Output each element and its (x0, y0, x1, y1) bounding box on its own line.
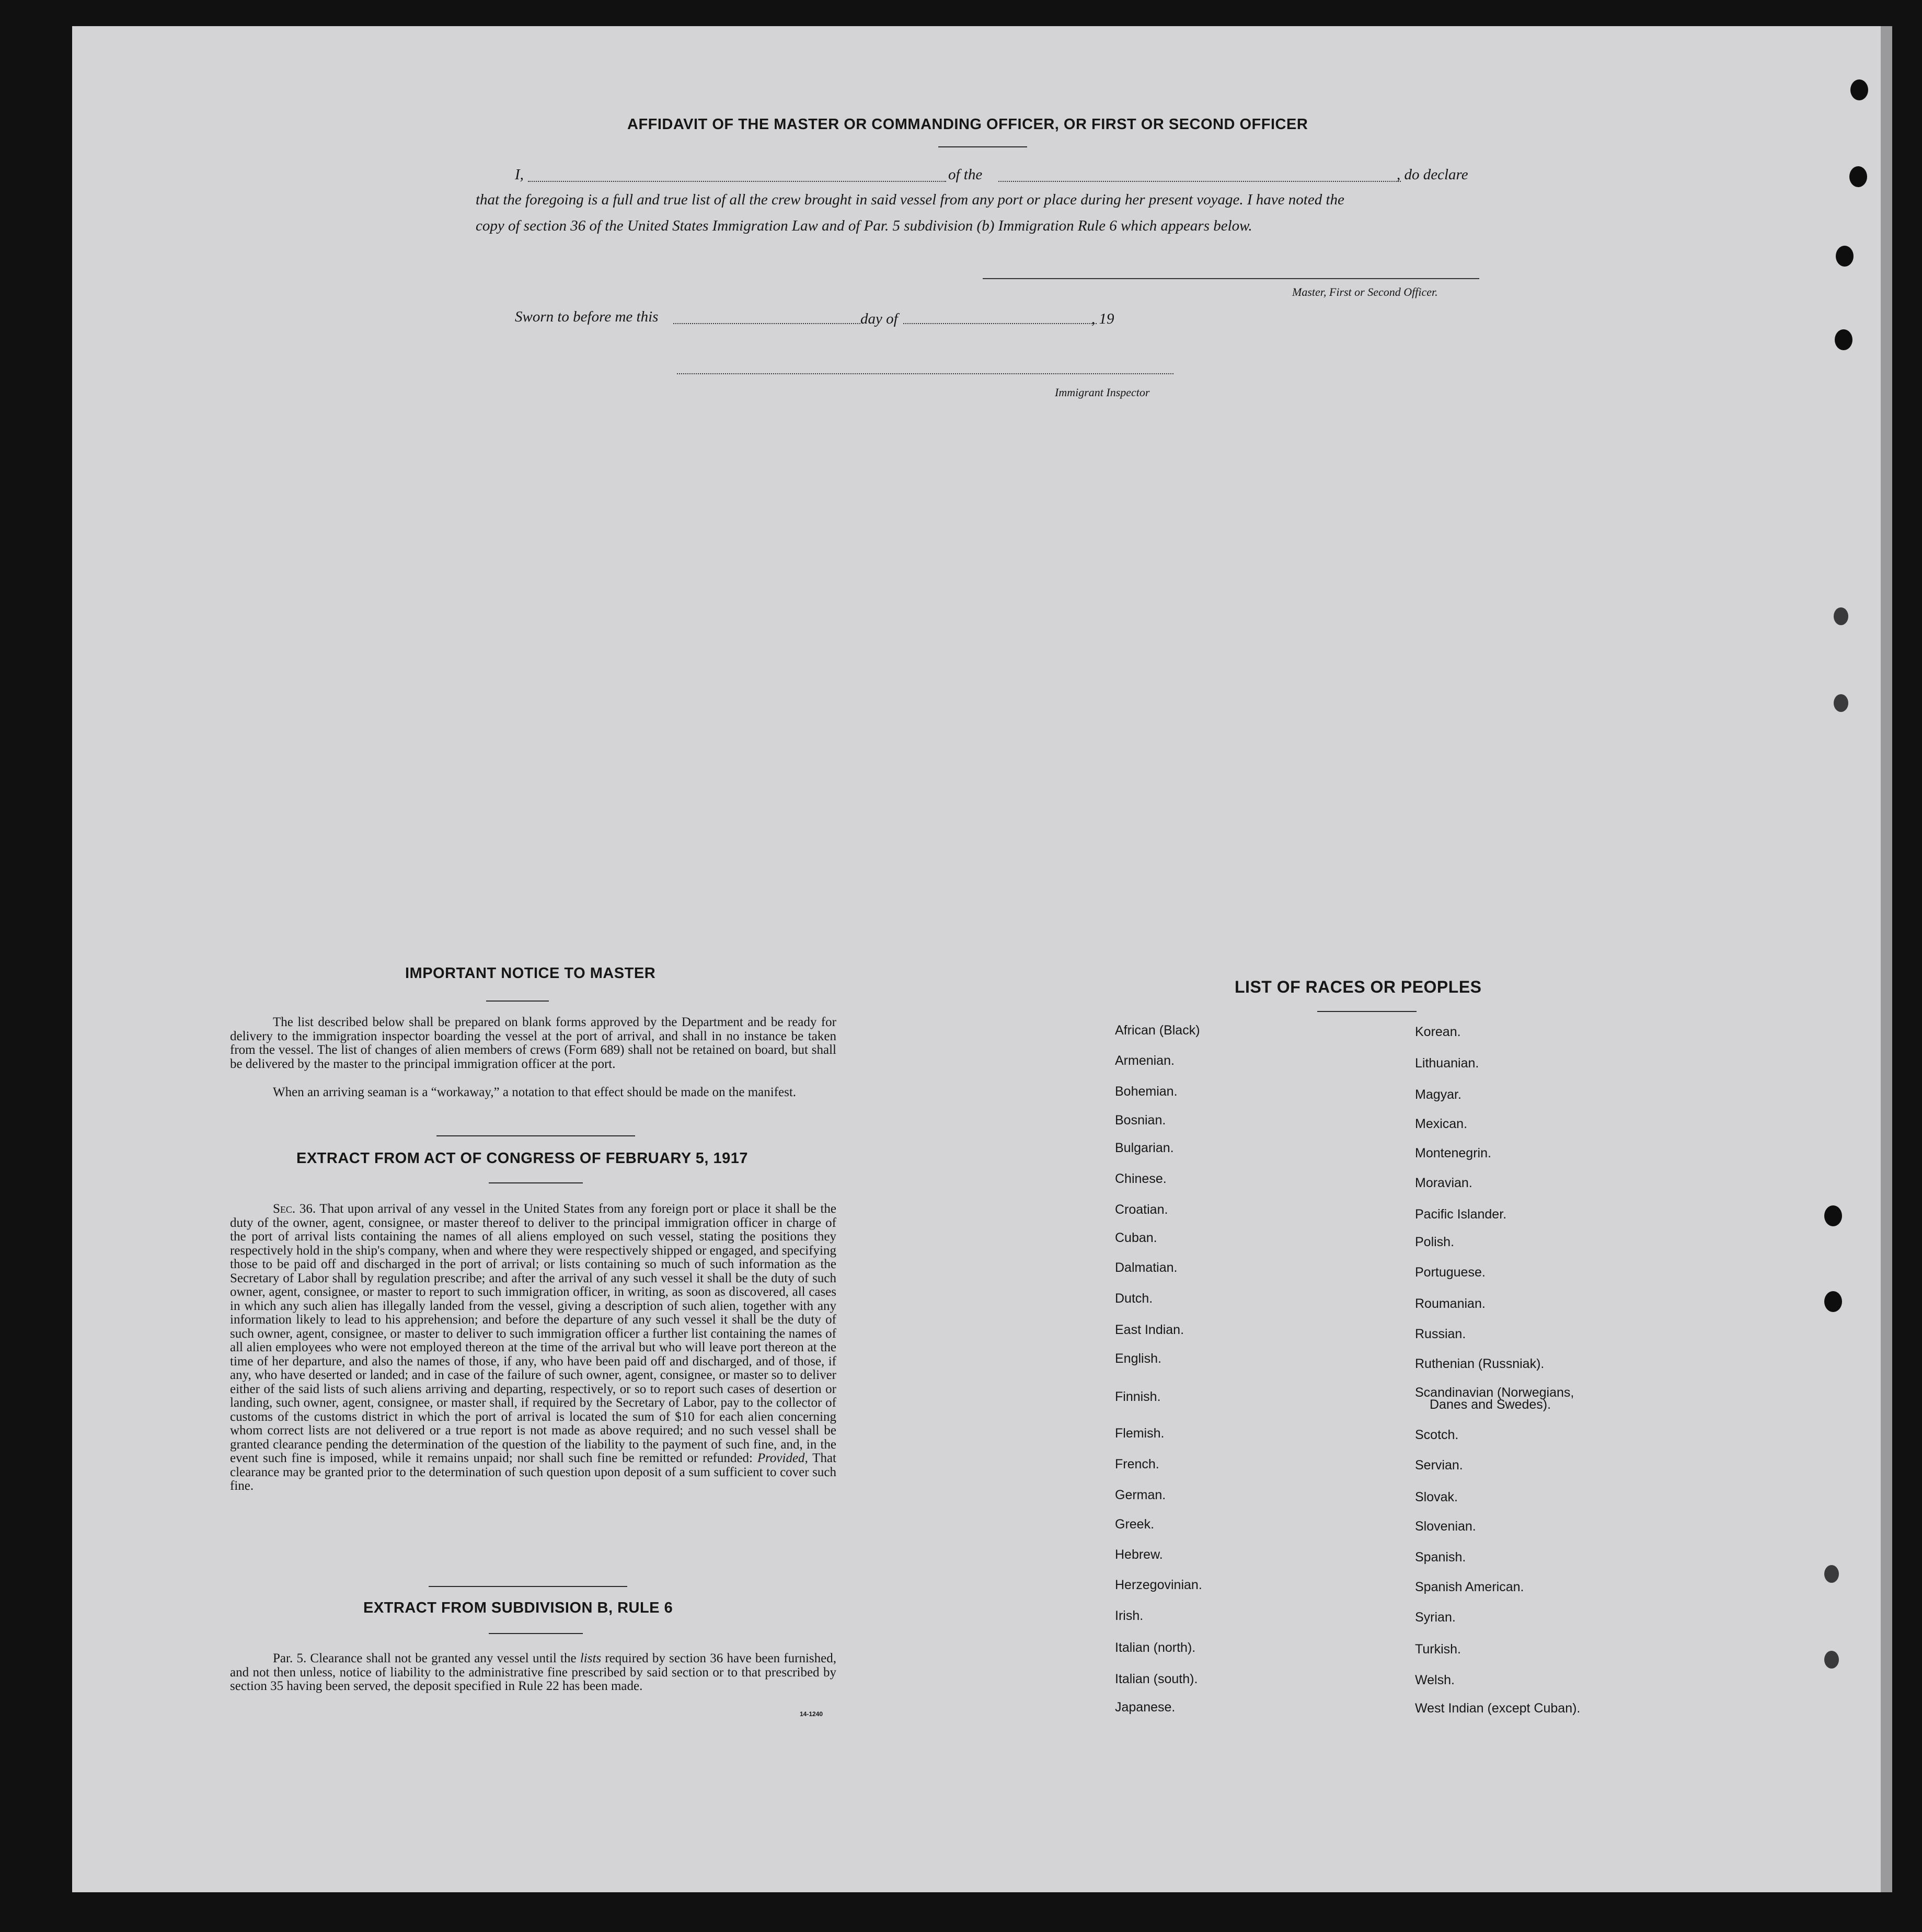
extract-rule-text (230, 1652, 836, 1694)
provided-keyword: Provided, (757, 1451, 808, 1465)
race-item: French. (1115, 1457, 1159, 1471)
binder-hole-icon (1824, 1291, 1842, 1312)
race-item: Dutch. (1115, 1291, 1153, 1306)
section-divider (436, 1135, 635, 1136)
race-item: Syrian. (1415, 1610, 1456, 1625)
binder-hole-icon (1834, 694, 1848, 712)
sworn-month-field[interactable] (903, 323, 1097, 324)
extract-rule-title: EXTRACT FROM SUBDIVISION B, RULE 6 (363, 1600, 673, 1616)
race-item: Italian (south). (1115, 1672, 1198, 1686)
binder-hole-icon (1824, 1205, 1842, 1226)
race-item: Finnish. (1115, 1389, 1161, 1404)
inspector-label: Immigrant Inspector (1055, 386, 1150, 399)
race-item: Russian. (1415, 1327, 1466, 1341)
race-item: Bohemian. (1115, 1084, 1178, 1099)
sworn-day-field[interactable] (673, 323, 860, 324)
race-item-continuation: Danes and Swedes). (1430, 1397, 1551, 1412)
race-item: Bulgarian. (1115, 1141, 1174, 1155)
race-item: Hebrew. (1115, 1547, 1163, 1562)
section-36-text-end: That clearance may be granted prior to the determination of such question upon deposit of a sum sufficient to cover such fine. (230, 1451, 836, 1493)
form-sheet (72, 26, 1881, 1892)
vessel-name-field[interactable] (998, 181, 1401, 182)
sheet-edge (1881, 26, 1892, 1892)
do-declare-label: , do declare (1397, 166, 1468, 183)
year-label: , 19 (1091, 310, 1114, 327)
race-item: Pacific Islander. (1415, 1207, 1507, 1222)
race-item: Flemish. (1115, 1426, 1165, 1441)
day-of-label: day of (860, 310, 898, 327)
race-item: Armenian. (1115, 1053, 1175, 1068)
race-item: Slovak. (1415, 1490, 1458, 1504)
races-title: LIST OF RACES OR PEOPLES (1235, 978, 1482, 996)
section-divider (429, 1586, 627, 1587)
race-item: Mexican. (1415, 1117, 1468, 1131)
race-item: Spanish American. (1415, 1580, 1524, 1594)
binder-hole-icon (1824, 1565, 1839, 1583)
extract-rule-divider (489, 1633, 583, 1634)
inspector-signature-field[interactable] (677, 373, 1173, 374)
race-item: Bosnian. (1115, 1113, 1166, 1128)
binder-hole-icon (1850, 79, 1868, 100)
race-item: Chinese. (1115, 1171, 1167, 1186)
race-item: Irish. (1115, 1608, 1144, 1623)
master-signature-field[interactable] (983, 278, 1479, 279)
race-item: Lithuanian. (1415, 1056, 1479, 1071)
races-divider (1317, 1011, 1417, 1012)
race-item: West Indian (except Cuban). (1415, 1701, 1581, 1716)
binder-hole-icon (1836, 246, 1854, 267)
race-item: Dalmatian. (1115, 1260, 1178, 1275)
form-number: 14-1240 (800, 1710, 823, 1718)
of-the-label: of the (948, 166, 983, 183)
race-item: Ruthenian (Russniak). (1415, 1356, 1545, 1371)
affidavit-title: AFFIDAVIT OF THE MASTER OR COMMANDING OFFICER, OR FIRST OR SECOND OFFICER (627, 116, 1308, 133)
rule-text-b: required by section 36 have been furnished, and not then unless, notice of liability to the administrative fine prescribed by said section or to that prescribed by section 35 having been served, the deposit specified in Rule 22 has been made. (230, 1651, 837, 1693)
extract-act-text (230, 1202, 836, 1493)
notice-paragraph-1: The list described below shall be prepared on blank forms approved by the Department and be ready for delivery to the immigration inspector boarding the vessel at the port of arrival, and shall in no instance be taken from the vessel. The list of changes of alien members of crews (Form 689) shall not be retained on board, but shall be delivered by the master to the principal immigration officer at the port. (230, 1015, 836, 1071)
rule-text-a: Par. 5. Clearance shall not be granted any vessel until the (273, 1651, 577, 1665)
binder-hole-icon (1834, 607, 1848, 625)
notice-title: IMPORTANT NOTICE TO MASTER (405, 965, 656, 982)
race-item: Scandinavian (Norwegians, (1415, 1385, 1574, 1400)
race-item: East Indian. (1115, 1322, 1184, 1337)
extract-act-divider (489, 1182, 583, 1183)
race-item: Korean. (1415, 1025, 1461, 1039)
race-item: Japanese. (1115, 1700, 1176, 1715)
extract-act-title: EXTRACT FROM ACT OF CONGRESS OF FEBRUARY 5, 1917 (296, 1150, 749, 1167)
race-item: African (Black) (1115, 1023, 1200, 1038)
race-item: Moravian. (1415, 1176, 1472, 1190)
race-item: Polish. (1415, 1235, 1455, 1249)
race-item: Portuguese. (1415, 1265, 1486, 1280)
race-item: Scotch. (1415, 1428, 1459, 1442)
race-item: Spanish. (1415, 1550, 1466, 1565)
declarant-name-field[interactable] (528, 181, 946, 182)
race-item: German. (1115, 1488, 1166, 1502)
section-36-text: That upon arrival of any vessel in the United States from any foreign port or place it shall be the duty of the owner, agent, consignee, or master thereof to deliver to the principal immigration officer in charge of the port of arrival lists containing the names of all aliens employed on such vessel, stating the positions they respectively hold in the ship's company, when and where they were respectively shipped or engaged, and specifying those to be paid off and discharged in the port of arrival; or lists containing so much of such information as the Secretary of Labor shall by regulation prescribe; and after the arrival of any such vessel it shall be the duty of such owner, agent, consignee, or master to report to such immigration officer, in writing, as soon as discovered, all cases in which any such alien has illegally landed from the vessel, giving a description of such alien, together with any information likely to lead to his apprehension; and before the departure of any such vessel it shall be the duty of such owner, agent, consignee, or master to deliver to such immigration officer a further list containing the names of all alien employees who were not employed thereon at the time of the arrival but who will leave port thereon at the time of her departure, and also the names of those, if any, who have been paid off and discharged, and of those, if any, who have deserted or landed; and in case of the failure of such owner, agent, consignee, or master so to deliver either of the said lists of such aliens arriving and departing, respectively, or so to report such cases of desertion or landing, such owner, agent, consignee, or master shall, if required by the Secretary of Labor, pay to the collector of customs of the customs district in which the port of arrival is located the sum of $10 for each alien concerning whom correct lists are not delivered or a true report is not made as above required; and no such vessel shall be granted clearance pending the determination of the question of the liability to the payment of such fine, and, in the event such fine is imposed, while it remains unpaid; nor shall such fine be remitted or refunded: (230, 1202, 836, 1465)
race-item: Servian. (1415, 1458, 1463, 1473)
race-item: Croatian. (1115, 1202, 1168, 1217)
lists-keyword: lists (580, 1651, 602, 1665)
race-item: Montenegrin. (1415, 1146, 1491, 1160)
section-number: Sec. 36. (273, 1202, 316, 1216)
notice-divider (486, 1000, 549, 1002)
notice-paragraph-2: When an arriving seaman is a “workaway,” a notation to that effect should be made on the manifest. (273, 1085, 797, 1099)
master-signature-label: Master, First or Second Officer. (1292, 285, 1438, 298)
race-item: Italian (north). (1115, 1640, 1196, 1655)
binder-hole-icon (1849, 166, 1867, 187)
race-item: Cuban. (1115, 1230, 1157, 1245)
sworn-label: Sworn to before me this (515, 308, 659, 325)
binder-hole-icon (1824, 1651, 1839, 1669)
race-item: English. (1115, 1351, 1161, 1366)
title-divider (938, 146, 1027, 147)
race-item: Herzegovinian. (1115, 1578, 1202, 1592)
race-item: Greek. (1115, 1517, 1155, 1532)
race-item: Magyar. (1415, 1087, 1461, 1102)
affidavit-body-line-2: copy of section 36 of the United States Immigration Law and of Par. 5 subdivision (b) Immigration Rule 6 which appears below. (476, 217, 1252, 234)
affidavit-body-line-1: that the foregoing is a full and true list of all the crew brought in said vessel from any port or place during her present voyage. I have noted the (476, 191, 1344, 208)
binder-hole-icon (1835, 329, 1852, 350)
race-item: Turkish. (1415, 1642, 1461, 1657)
declarant-label: I, (515, 166, 524, 183)
race-item: Welsh. (1415, 1673, 1455, 1687)
race-item: Roumanian. (1415, 1296, 1486, 1311)
race-item: Slovenian. (1415, 1519, 1476, 1534)
